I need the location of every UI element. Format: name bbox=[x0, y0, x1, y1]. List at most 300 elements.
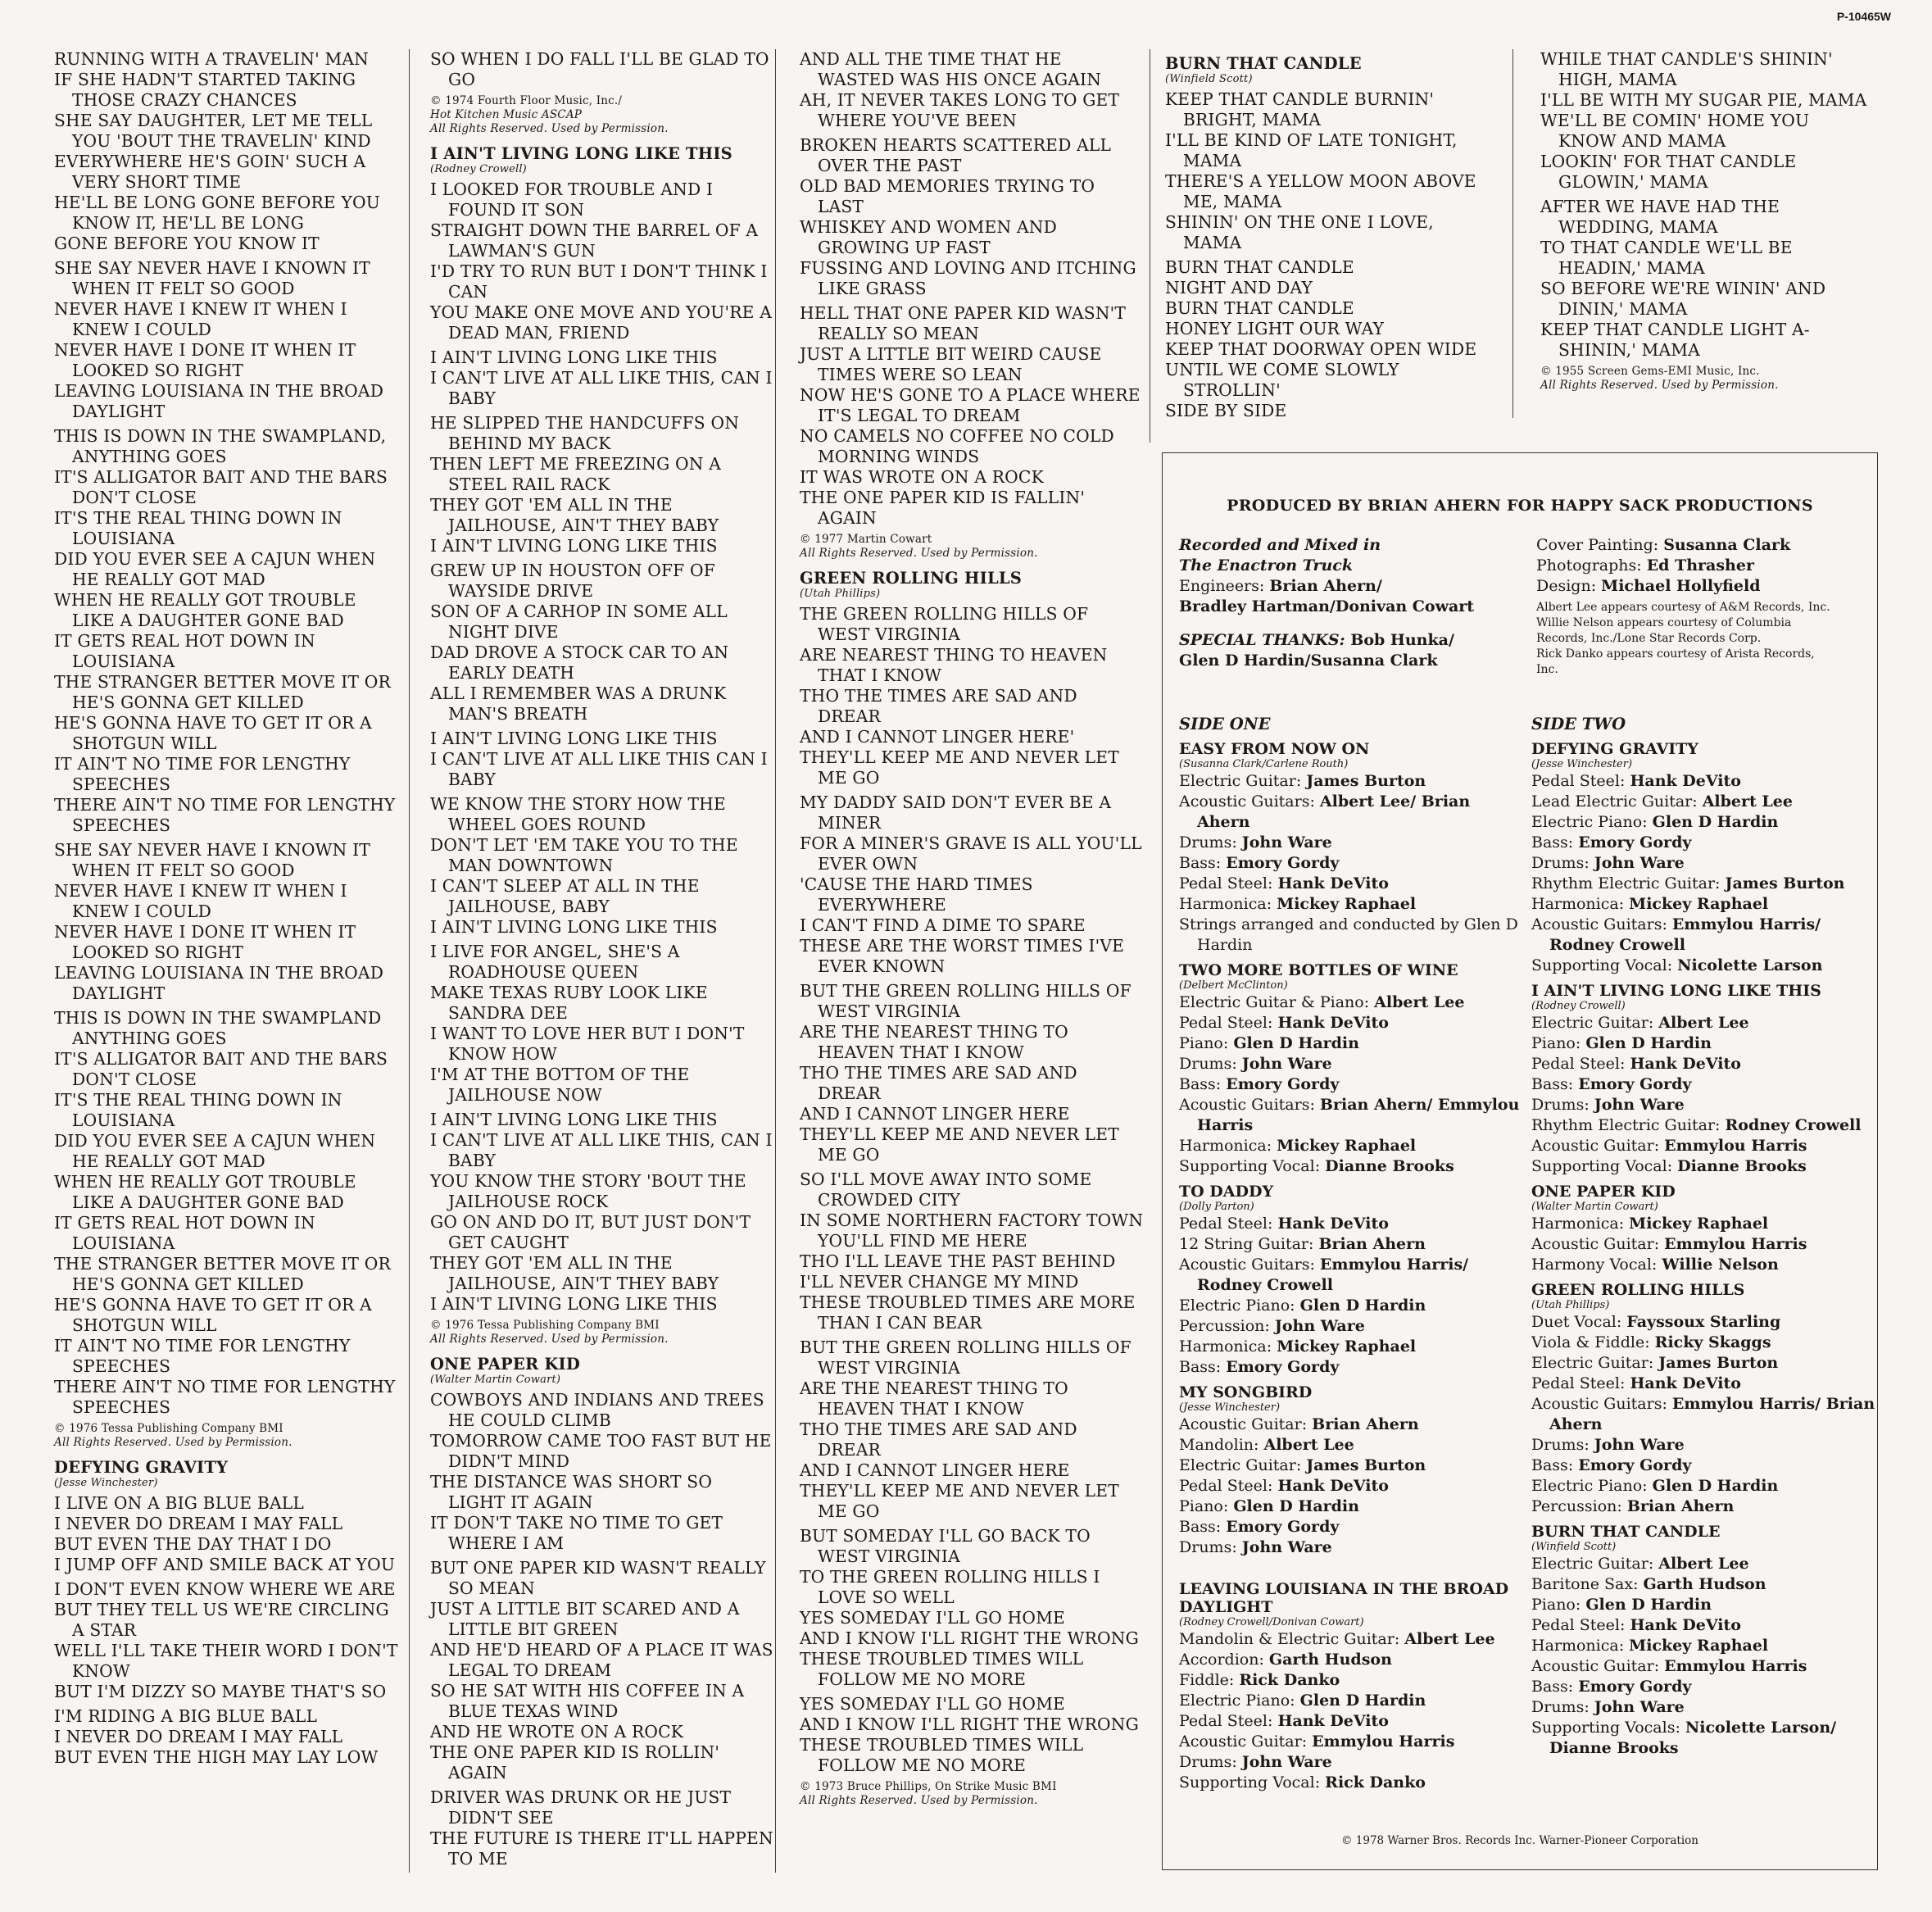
instrument-label: Pedal Steel: bbox=[1531, 1616, 1630, 1634]
credit-songwriter: (Jesse Winchester) bbox=[1531, 758, 1633, 770]
musician-credit bbox=[1179, 792, 1523, 833]
lyric-line: GO ON AND DO IT, BUT JUST DON'T GET CAUGHT bbox=[430, 1212, 751, 1252]
lyrics-column-2 bbox=[430, 49, 774, 1873]
musician-name: Albert Lee bbox=[1404, 1630, 1495, 1648]
musician-credit bbox=[1179, 833, 1523, 853]
musician-credit bbox=[1179, 1074, 1523, 1095]
lyric-stanza bbox=[430, 1110, 774, 1315]
musician-credit bbox=[1179, 915, 1523, 956]
lyric-line: OLD BAD MEMORIES TRYING TO LAST bbox=[800, 176, 1095, 216]
musician-name: Mickey Raphael bbox=[1277, 895, 1417, 913]
lyric-line: I NEVER DO DREAM I MAY FALL bbox=[54, 1514, 343, 1533]
copyright-line: All Rights Reserved. Used by Permission. bbox=[800, 1794, 1038, 1807]
lyric-line: BUT EVEN THE DAY THAT I DO bbox=[54, 1534, 332, 1554]
copyright-line: All Rights Reserved. Used by Permission. bbox=[430, 1333, 669, 1346]
lyric-line: JUST A LITTLE BIT SCARED AND A LITTLE BIT GREEN bbox=[430, 1599, 740, 1639]
credit-songwriter: (Susanna Clark/Carlene Routh) bbox=[1179, 758, 1349, 770]
musician-credit bbox=[1179, 1537, 1523, 1558]
lyric-line: BUT THE GREEN ROLLING HILLS OF WEST VIRGINIA bbox=[800, 1337, 1132, 1378]
musician-name: Glen D Hardin bbox=[1299, 1692, 1426, 1710]
instrument-label: Acoustic Guitar: bbox=[1531, 1657, 1665, 1675]
lyric-line: I CAN'T LIVE AT ALL LIKE THIS, CAN I BABY bbox=[430, 368, 773, 408]
lyric-line: SO I'LL MOVE AWAY INTO SOME CROWDED CITY bbox=[800, 1169, 1092, 1210]
instrument-label: Electric Piano: bbox=[1179, 1297, 1300, 1315]
lyric-stanza bbox=[430, 794, 774, 938]
musician-name: Glen D Hardin bbox=[1585, 1034, 1712, 1052]
instrument-label: Piano: bbox=[1531, 1596, 1586, 1614]
lyric-line: I AIN'T LIVING LONG LIKE THIS bbox=[430, 536, 718, 556]
lyric-stanza bbox=[800, 49, 1144, 131]
musician-credit bbox=[1179, 894, 1523, 915]
lyric-line: THE FUTURE IS THERE IT'LL HAPPEN TO ME bbox=[430, 1828, 773, 1869]
courtesy-line: Rick Danko appears courtesy of Arista Records, bbox=[1536, 647, 1815, 661]
lyric-line: THESE TROUBLED TIMES ARE MORE THAN I CAN BEAR bbox=[800, 1292, 1136, 1333]
lyric-line: MAKE TEXAS RUBY LOOK LIKE SANDRA DEE bbox=[430, 983, 708, 1023]
instrument-label: Bass: bbox=[1531, 1075, 1579, 1093]
instrument-label: Pedal Steel: bbox=[1531, 1055, 1630, 1073]
musician-credit bbox=[1531, 1554, 1875, 1574]
musician-name: Emmylou Harris bbox=[1664, 1137, 1807, 1155]
lyrics-column-4b bbox=[1540, 49, 1868, 399]
musician-credit bbox=[1531, 874, 1875, 894]
copyright-line: © 1977 Martin Cowart bbox=[800, 533, 932, 546]
lyric-line: NEVER HAVE I DONE IT WHEN IT LOOKED SO RIGHT bbox=[54, 340, 356, 380]
instrument-label: Acoustic Guitars: bbox=[1531, 915, 1672, 933]
copyright-line: © 1974 Fourth Floor Music, Inc./ bbox=[430, 94, 623, 107]
credit-song-title: TO DADDY bbox=[1179, 1183, 1274, 1201]
musician-name: Emmylou Harris bbox=[1664, 1657, 1807, 1675]
lyric-line: SHE SAY NEVER HAVE I KNOWN IT WHEN IT FELT SO GOOD bbox=[54, 840, 370, 880]
musician-credit bbox=[1179, 1234, 1523, 1255]
lyric-line: I AIN'T LIVING LONG LIKE THIS bbox=[430, 917, 718, 937]
lyric-stanza bbox=[430, 347, 774, 409]
lyric-line: LEAVING LOUISIANA IN THE BROAD DAYLIGHT bbox=[54, 381, 384, 421]
lyric-line: ALL I REMEMBER WAS A DRUNK MAN'S BREATH bbox=[430, 684, 727, 724]
musician-name: James Burton bbox=[1725, 874, 1845, 892]
musician-name: Emmylou Harris bbox=[1312, 1733, 1455, 1751]
lyrics-column-4a bbox=[1165, 46, 1493, 425]
lyric-line: IT'S ALLIGATOR BAIT AND THE BARS DON'T CLOSE bbox=[54, 1049, 388, 1089]
lyric-line: THO THE TIMES ARE SAD AND DREAR bbox=[800, 1063, 1077, 1103]
lyric-line: ARE NEAREST THING TO HEAVEN THAT I KNOW bbox=[800, 645, 1108, 685]
lyric-line: DON'T LET 'EM TAKE YOU TO THE MAN DOWNTOWN bbox=[430, 835, 738, 875]
musician-name: Emory Gordy bbox=[1578, 1075, 1692, 1093]
lyric-line: HONEY LIGHT OUR WAY bbox=[1165, 319, 1385, 338]
instrument-label: Harmonica: bbox=[1179, 895, 1277, 913]
instrument-label: Bass: bbox=[1531, 833, 1579, 852]
copyright-line: All Rights Reserved. Used by Permission. bbox=[1540, 379, 1779, 392]
lyric-line: THE ONE PAPER KID IS ROLLIN' AGAIN bbox=[430, 1742, 720, 1783]
instrument-label: Strings arranged and conducted by Glen D Hardin bbox=[1179, 915, 1518, 954]
musician-name: Rodney Crowell bbox=[1725, 1116, 1862, 1134]
musician-name: Albert Lee bbox=[1374, 993, 1465, 1011]
musician-credit bbox=[1531, 1656, 1875, 1677]
musician-name: Brian Ahern/ Emmylou Harris bbox=[1197, 1096, 1520, 1134]
design-credit: Design: Michael Hollyfield bbox=[1536, 577, 1761, 595]
copyright-notice bbox=[430, 1319, 774, 1347]
lyric-stanza bbox=[54, 1579, 398, 1702]
musician-credit bbox=[1531, 833, 1875, 853]
musician-name: Fayssoux Starling bbox=[1626, 1313, 1781, 1331]
song-title: I AIN'T LIVING LONG LIKE THIS bbox=[430, 144, 732, 163]
lyric-line: WHEN HE REALLY GOT TROUBLE LIKE A DAUGHTER GONE BAD bbox=[54, 590, 356, 630]
instrument-label: Electric Guitar & Piano: bbox=[1179, 993, 1375, 1011]
special-thanks: SPECIAL THANKS: Bob Hunka/ bbox=[1179, 631, 1454, 649]
instrument-label: Electric Guitar: bbox=[1531, 1014, 1659, 1032]
instrument-label: Harmonica: bbox=[1531, 1215, 1630, 1233]
instrument-label: Percussion: bbox=[1179, 1317, 1275, 1335]
lyric-line: IF SHE HADN'T STARTED TAKING THOSE CRAZY CHANCES bbox=[54, 70, 356, 110]
instrument-label: Acoustic Guitars: bbox=[1179, 793, 1320, 811]
instrument-label: Acoustic Guitars: bbox=[1531, 1395, 1672, 1413]
musician-name: Dianne Brooks bbox=[1677, 1157, 1807, 1175]
lyric-line: THERE AIN'T NO TIME FOR LENGTHY SPEECHES bbox=[54, 1377, 396, 1417]
musician-name: James Burton bbox=[1658, 1354, 1779, 1372]
lyric-line: ARE THE NEAREST THING TO HEAVEN THAT I KNOW bbox=[800, 1378, 1068, 1419]
lyric-line: I AIN'T LIVING LONG LIKE THIS bbox=[430, 347, 718, 367]
copyright-line: © 1976 Tessa Publishing Company BMI bbox=[54, 1422, 283, 1435]
musician-name: Emmylou Harris/ Rodney Crowell bbox=[1549, 915, 1821, 954]
lyric-line: LEAVING LOUISIANA IN THE BROAD DAYLIGHT bbox=[54, 963, 384, 1003]
lyric-line: THEY'LL KEEP ME AND NEVER LET ME GO bbox=[800, 1481, 1119, 1521]
copyright-line: © 1973 Bruce Phillips, On Strike Music BMI bbox=[800, 1780, 1057, 1793]
lyric-line: THE STRANGER BETTER MOVE IT OR HE'S GONNA GET KILLED bbox=[54, 1254, 391, 1294]
credit-songwriter: (Utah Phillips) bbox=[1531, 1299, 1610, 1311]
musician-name: Mickey Raphael bbox=[1277, 1137, 1417, 1155]
lyric-stanza bbox=[430, 49, 774, 90]
lyric-line: AND I CANNOT LINGER HERE' bbox=[800, 727, 1075, 747]
lyric-line: GONE BEFORE YOU KNOW IT bbox=[54, 234, 320, 253]
instrument-label: Piano: bbox=[1179, 1034, 1234, 1052]
musician-credit bbox=[1531, 1353, 1875, 1374]
musician-name: Garth Hudson bbox=[1643, 1575, 1766, 1593]
credits-left-header bbox=[1179, 535, 1523, 671]
lyric-line: AND HE WROTE ON A ROCK bbox=[430, 1722, 684, 1742]
lyric-line: THE GREEN ROLLING HILLS OF WEST VIRGINIA bbox=[800, 604, 1089, 644]
catalog-number: P-10465W bbox=[1836, 10, 1891, 23]
lyric-line: IT AIN'T NO TIME FOR LENGTHY SPEECHES bbox=[54, 1336, 351, 1376]
musician-credit bbox=[1531, 1456, 1875, 1476]
instrument-label: Fiddle: bbox=[1179, 1671, 1240, 1689]
instrument-label: Drums: bbox=[1179, 1055, 1242, 1073]
lyric-line: I NEVER DO DREAM I MAY FALL bbox=[54, 1727, 343, 1746]
musician-credit bbox=[1179, 1136, 1523, 1156]
lyric-stanza bbox=[430, 179, 774, 343]
musician-name: John Ware bbox=[1274, 1317, 1365, 1335]
lyric-line: I'M RIDING A BIG BLUE BALL bbox=[54, 1706, 318, 1726]
lyric-stanza bbox=[54, 1493, 398, 1575]
producer-credit: PRODUCED BY BRIAN AHERN FOR HAPPY SACK PRODUCTIONS bbox=[1227, 497, 1813, 515]
musician-name: Albert Lee bbox=[1263, 1436, 1354, 1454]
lyric-line: JUST A LITTLE BIT WEIRD CAUSE TIMES WERE SO LEAN bbox=[800, 344, 1102, 384]
courtesy-line: Inc. bbox=[1536, 663, 1558, 676]
musician-credit bbox=[1531, 1574, 1875, 1595]
musician-name: Mickey Raphael bbox=[1277, 1337, 1417, 1356]
musician-credit bbox=[1179, 1752, 1523, 1773]
instrument-label: Supporting Vocal: bbox=[1531, 956, 1678, 974]
musician-credit bbox=[1179, 1691, 1523, 1711]
lyric-line: SO BEFORE WE'RE WININ' AND DININ,' MAMA bbox=[1540, 279, 1826, 319]
instrument-label: Drums: bbox=[1179, 1538, 1242, 1556]
credit-song-title: MY SONGBIRD bbox=[1179, 1383, 1313, 1401]
lyric-stanza bbox=[800, 1526, 1144, 1690]
copyright-notice bbox=[54, 1422, 398, 1450]
lyric-line: IN SOME NORTHERN FACTORY TOWN YOU'LL FIND ME HERE bbox=[800, 1210, 1144, 1251]
lyric-line: UNTIL WE COME SLOWLY STROLLIN' bbox=[1165, 360, 1399, 400]
lyric-line: DID YOU EVER SEE A CAJUN WHEN HE REALLY GOT MAD bbox=[54, 549, 376, 589]
musician-credit bbox=[1531, 1435, 1875, 1456]
lyric-line: IT GETS REAL HOT DOWN IN LOUISIANA bbox=[54, 1213, 315, 1253]
lyric-line: AND I KNOW I'LL RIGHT THE WRONG bbox=[800, 1628, 1139, 1648]
lyric-line: I LIVE ON A BIG BLUE BALL bbox=[54, 1493, 305, 1513]
instrument-label: Acoustic Guitar: bbox=[1179, 1415, 1313, 1433]
lyric-line: I AIN'T LIVING LONG LIKE THIS bbox=[430, 729, 718, 748]
musician-name: Rick Danko bbox=[1325, 1773, 1426, 1792]
instrument-label: Piano: bbox=[1179, 1497, 1234, 1515]
lyric-stanza bbox=[800, 1169, 1144, 1333]
musician-name: Glen D Hardin bbox=[1233, 1497, 1359, 1515]
musician-name: Emmylou Harris/ Brian Ahern bbox=[1549, 1395, 1875, 1433]
musician-credit bbox=[1531, 1636, 1875, 1656]
musician-credit bbox=[1179, 1415, 1523, 1435]
musician-credit bbox=[1179, 1033, 1523, 1054]
lyric-line: THO THE TIMES ARE SAD AND DREAR bbox=[800, 686, 1077, 726]
musician-credit bbox=[1531, 1718, 1875, 1759]
song-title: ONE PAPER KID bbox=[430, 1355, 580, 1374]
lyric-line: I LOOKED FOR TROUBLE AND I FOUND IT SON bbox=[430, 179, 714, 220]
musician-name: Albert Lee bbox=[1702, 793, 1793, 811]
musician-credit bbox=[1179, 992, 1523, 1013]
instrument-label: Acoustic Guitar: bbox=[1179, 1733, 1313, 1751]
song-title: DEFYING GRAVITY bbox=[54, 1458, 229, 1477]
lyric-line: I CAN'T LIVE AT ALL LIKE THIS CAN I BABY bbox=[430, 749, 768, 789]
lyric-stanza bbox=[430, 942, 774, 1106]
musician-name: Hank DeVito bbox=[1277, 1215, 1389, 1233]
lyric-stanza bbox=[800, 604, 1144, 788]
lyric-line: I CAN'T LIVE AT ALL LIKE THIS, CAN I BABY bbox=[430, 1130, 773, 1170]
lyric-line: BUT EVEN THE HIGH MAY LAY LOW bbox=[54, 1747, 379, 1767]
musician-name: Hank DeVito bbox=[1277, 1014, 1389, 1032]
lyric-line: THEY'LL KEEP ME AND NEVER LET ME GO bbox=[800, 747, 1119, 788]
lyric-line: AND I CANNOT LINGER HERE bbox=[800, 1104, 1070, 1124]
instrument-label: Duet Vocal: bbox=[1531, 1313, 1627, 1331]
instrument-label: Acoustic Guitar: bbox=[1531, 1137, 1665, 1155]
lyric-line: THE ONE PAPER KID IS FALLIN' AGAIN bbox=[800, 488, 1086, 528]
lyric-line: NEVER HAVE I KNEW IT WHEN I KNEW I COULD bbox=[54, 299, 347, 339]
lyric-line: RUNNING WITH A TRAVELIN' MAN bbox=[54, 49, 370, 69]
musician-credit bbox=[1531, 1697, 1875, 1718]
lyric-line: SHE SAY DAUGHTER, LET ME TELL YOU 'BOUT THE TRAVELIN' KIND bbox=[54, 111, 373, 151]
instrument-label: Supporting Vocals: bbox=[1531, 1719, 1685, 1737]
lyric-line: BUT ONE PAPER KID WASN'T REALLY SO MEAN bbox=[430, 1558, 766, 1598]
musician-name: Emory Gordy bbox=[1226, 854, 1340, 872]
lyric-stanza bbox=[800, 1694, 1144, 1776]
credit-songwriter: (Delbert McClinton) bbox=[1179, 979, 1288, 992]
engineers-credit: Engineers: Brian Ahern/ bbox=[1179, 577, 1382, 595]
instrument-label: Pedal Steel: bbox=[1179, 1712, 1278, 1730]
lyric-line: KEEP THAT CANDLE BURNIN' BRIGHT, MAMA bbox=[1165, 89, 1435, 129]
lyric-stanza bbox=[800, 135, 1144, 299]
courtesy-notes bbox=[1536, 600, 1880, 678]
lyric-line: I JUMP OFF AND SMILE BACK AT YOU bbox=[54, 1555, 396, 1574]
lyric-line: THESE TROUBLED TIMES WILL FOLLOW ME NO MORE bbox=[800, 1735, 1084, 1775]
lyric-line: I'LL BE KIND OF LATE TONIGHT, MAMA bbox=[1165, 130, 1458, 170]
lyric-line: IT'S ALLIGATOR BAIT AND THE BARS DON'T CLOSE bbox=[54, 467, 388, 507]
instrument-label: Pedal Steel: bbox=[1179, 874, 1278, 892]
lyric-line: GREW UP IN HOUSTON OFF OF WAYSIDE DRIVE bbox=[430, 561, 715, 601]
courtesy-line: Albert Lee appears courtesy of A&M Records, Inc. bbox=[1536, 601, 1830, 614]
lyric-line: AND ALL THE TIME THAT HE WASTED WAS HIS ONCE AGAIN bbox=[800, 49, 1102, 89]
instrument-label: Piano: bbox=[1531, 1034, 1586, 1052]
instrument-label: Electric Guitar: bbox=[1179, 772, 1307, 790]
lyric-line: THIS IS DOWN IN THE SWAMPLAND, ANYTHING GOES bbox=[54, 426, 387, 466]
lyric-stanza bbox=[430, 561, 774, 724]
lyric-line: HE SLIPPED THE HANDCUFFS ON BEHIND MY BACK bbox=[430, 413, 740, 453]
instrument-label: Supporting Vocal: bbox=[1179, 1773, 1326, 1792]
side-one-credits bbox=[1179, 714, 1523, 1793]
musician-credit bbox=[1531, 1255, 1875, 1275]
courtesy-line: Records, Inc./Lone Star Records Corp. bbox=[1536, 632, 1762, 645]
musician-name: Glen D Hardin bbox=[1233, 1034, 1359, 1052]
musician-credit bbox=[1531, 1595, 1875, 1615]
lyric-line: COWBOYS AND INDIANS AND TREES HE COULD CLIMB bbox=[430, 1390, 764, 1430]
musician-name: Emory Gordy bbox=[1578, 1456, 1692, 1474]
lyric-line: THERE'S A YELLOW MOON ABOVE ME, MAMA bbox=[1165, 171, 1476, 211]
lyric-line: FOR A MINER'S GRAVE IS ALL YOU'LL EVER OWN bbox=[800, 833, 1142, 874]
cover-credit: Cover Painting: Susanna Clark bbox=[1536, 536, 1791, 554]
lyric-line: NO CAMELS NO COFFEE NO COLD MORNING WINDS bbox=[800, 426, 1114, 466]
instrument-label: Acoustic Guitars: bbox=[1179, 1256, 1320, 1274]
lyric-line: AFTER WE HAVE HAD THE WEDDING, MAMA bbox=[1540, 197, 1780, 237]
songwriter: (Walter Martin Cowart) bbox=[430, 1374, 561, 1386]
musician-name: Hank DeVito bbox=[1277, 1477, 1389, 1495]
lyric-line: NIGHT AND DAY bbox=[1165, 278, 1313, 297]
instrument-label: Electric Piano: bbox=[1531, 1477, 1653, 1495]
songwriter: (Winfield Scott) bbox=[1165, 73, 1253, 85]
credit-song-title: DEFYING GRAVITY bbox=[1531, 740, 1698, 758]
copyright-notice bbox=[430, 94, 774, 136]
copyright-line: © 1955 Screen Gems-EMI Music, Inc. bbox=[1540, 365, 1760, 378]
courtesy-line: Willie Nelson appears courtesy of Columbia bbox=[1536, 616, 1792, 629]
lyric-line: WHISKEY AND WOMEN AND GROWING UP FAST bbox=[800, 217, 1057, 257]
lyric-line: HE'S GONNA HAVE TO GET IT OR A SHOTGUN WILL bbox=[54, 1295, 372, 1335]
instrument-label: Electric Guitar: bbox=[1531, 1555, 1659, 1573]
lyric-line: IT'S THE REAL THING DOWN IN LOUISIANA bbox=[54, 1090, 342, 1130]
lyric-stanza bbox=[800, 1337, 1144, 1522]
credit-songwriter: (Rodney Crowell) bbox=[1531, 1000, 1626, 1012]
musician-credit bbox=[1179, 1496, 1523, 1517]
lyric-line: NOW HE'S GONE TO A PLACE WHERE IT'S LEGAL TO DREAM bbox=[800, 385, 1141, 425]
musician-credit bbox=[1179, 1214, 1523, 1234]
lyric-line: DAD DROVE A STOCK CAR TO AN EARLY DEATH bbox=[430, 643, 729, 683]
instrument-label: Lead Electric Guitar: bbox=[1531, 793, 1703, 811]
musician-credit bbox=[1531, 1496, 1875, 1517]
musician-name: Glen D Hardin bbox=[1652, 813, 1779, 831]
instrument-label: Mandolin: bbox=[1179, 1436, 1264, 1454]
musician-name: Emmylou Harris bbox=[1664, 1235, 1807, 1253]
instrument-label: Viola & Fiddle: bbox=[1531, 1333, 1655, 1351]
musician-credit bbox=[1531, 792, 1875, 812]
lyric-line: DRIVER WAS DRUNK OR HE JUST DIDN'T SEE bbox=[430, 1787, 732, 1828]
lyric-line: THERE AIN'T NO TIME FOR LENGTHY SPEECHES bbox=[54, 795, 396, 835]
musician-credit bbox=[1179, 1711, 1523, 1732]
lyric-line: TOMORROW CAME TOO FAST BUT HE DIDN'T MIND bbox=[430, 1431, 772, 1471]
instrument-label: Electric Piano: bbox=[1179, 1692, 1300, 1710]
lyric-line: THEY'LL KEEP ME AND NEVER LET ME GO bbox=[800, 1124, 1119, 1165]
lyric-line: YES SOMEDAY I'LL GO HOME bbox=[800, 1608, 1065, 1628]
instrument-label: Bass: bbox=[1179, 854, 1227, 872]
musician-credit bbox=[1179, 1054, 1523, 1074]
musician-credit bbox=[1179, 1670, 1523, 1691]
instrument-label: Mandolin & Electric Guitar: bbox=[1179, 1630, 1405, 1648]
lyric-line: YES SOMEDAY I'LL GO HOME bbox=[800, 1694, 1065, 1714]
lyric-line: BUT I'M DIZZY SO MAYBE THAT'S SO bbox=[54, 1682, 387, 1701]
songwriter: (Jesse Winchester) bbox=[54, 1477, 158, 1489]
lyric-line: KEEP THAT DOORWAY OPEN WIDE bbox=[1165, 339, 1477, 359]
instrument-label: Pedal Steel: bbox=[1179, 1215, 1278, 1233]
musician-name: Hank DeVito bbox=[1277, 1712, 1389, 1730]
credit-song-title: BURN THAT CANDLE bbox=[1531, 1523, 1721, 1541]
musician-name: James Burton bbox=[1306, 1456, 1426, 1474]
lyric-line: AND I CANNOT LINGER HERE bbox=[800, 1460, 1070, 1480]
lyric-line: IT'S THE REAL THING DOWN IN LOUISIANA bbox=[54, 508, 342, 548]
musician-credit bbox=[1179, 1435, 1523, 1456]
musician-credit bbox=[1531, 812, 1875, 833]
musician-credit bbox=[1531, 1156, 1875, 1177]
lyric-line: THEY GOT 'EM ALL IN THE JAILHOUSE, AIN'T THEY BABY bbox=[430, 495, 719, 535]
musician-credit bbox=[1179, 1095, 1523, 1136]
musician-credit bbox=[1179, 1296, 1523, 1316]
lyric-line: EVERYWHERE HE'S GOIN' SUCH A VERY SHORT TIME bbox=[54, 152, 366, 192]
instrument-label: Acoustic Guitars: bbox=[1179, 1096, 1320, 1114]
musician-credit bbox=[1179, 1357, 1523, 1378]
musician-credit bbox=[1179, 853, 1523, 874]
lyric-line: I'D TRY TO RUN BUT I DON'T THINK I CAN bbox=[430, 261, 768, 302]
copyright-notice bbox=[800, 1780, 1144, 1808]
credit-songwriter: (Walter Martin Cowart) bbox=[1531, 1201, 1658, 1213]
lyric-line: I WANT TO LOVE HER BUT I DON'T KNOW HOW bbox=[430, 1024, 745, 1064]
lyric-line: BUT THE GREEN ROLLING HILLS OF WEST VIRGINIA bbox=[800, 981, 1132, 1021]
lyric-line: IT DON'T TAKE NO TIME TO GET WHERE I AM bbox=[430, 1513, 723, 1553]
instrument-label: Drums: bbox=[1179, 833, 1242, 852]
lyric-line: SHININ' ON THE ONE I LOVE, MAMA bbox=[1165, 212, 1434, 252]
copyright-notice bbox=[800, 533, 1144, 561]
instrument-label: 12 String Guitar: bbox=[1179, 1235, 1319, 1253]
musician-credit bbox=[1179, 1337, 1523, 1357]
lyric-line: TO THE GREEN ROLLING HILLS I LOVE SO WELL bbox=[800, 1567, 1100, 1607]
credit-songwriter: (Rodney Crowell/Donivan Cowart) bbox=[1179, 1616, 1364, 1628]
lyric-line: 'CAUSE THE HARD TIMES EVERYWHERE bbox=[800, 874, 1033, 915]
musician-credit bbox=[1531, 771, 1875, 792]
musician-name: Emory Gordy bbox=[1578, 1678, 1692, 1696]
lyric-line: WE KNOW THE STORY HOW THE WHEEL GOES ROUND bbox=[430, 794, 726, 834]
musician-name: John Ware bbox=[1594, 1096, 1685, 1114]
lyric-line: WELL I'LL TAKE THEIR WORD I DON'T KNOW bbox=[54, 1641, 398, 1681]
instrument-label: Harmonica: bbox=[1179, 1137, 1277, 1155]
lyric-line: WE'LL BE COMIN' HOME YOU KNOW AND MAMA bbox=[1540, 111, 1810, 151]
lyric-line: SIDE BY SIDE bbox=[1165, 401, 1287, 420]
lyric-line: THESE ARE THE WORST TIMES I'VE EVER KNOWN bbox=[800, 936, 1125, 976]
musician-name: John Ware bbox=[1241, 1753, 1332, 1771]
lyric-stanza bbox=[430, 1390, 774, 1554]
engineers-credit-2: Bradley Hartman/Donivan Cowart bbox=[1179, 597, 1475, 615]
instrument-label: Pedal Steel: bbox=[1531, 1374, 1630, 1392]
lyric-line: BUT THEY TELL US WE'RE CIRCLING A STAR bbox=[54, 1600, 389, 1640]
musician-credit bbox=[1531, 956, 1875, 976]
lyric-line: AND HE'D HEARD OF A PLACE IT WAS LEGAL TO DREAM bbox=[430, 1640, 773, 1680]
musician-name: Garth Hudson bbox=[1268, 1651, 1392, 1669]
musician-name: Albert Lee/ Brian Ahern bbox=[1197, 793, 1471, 831]
